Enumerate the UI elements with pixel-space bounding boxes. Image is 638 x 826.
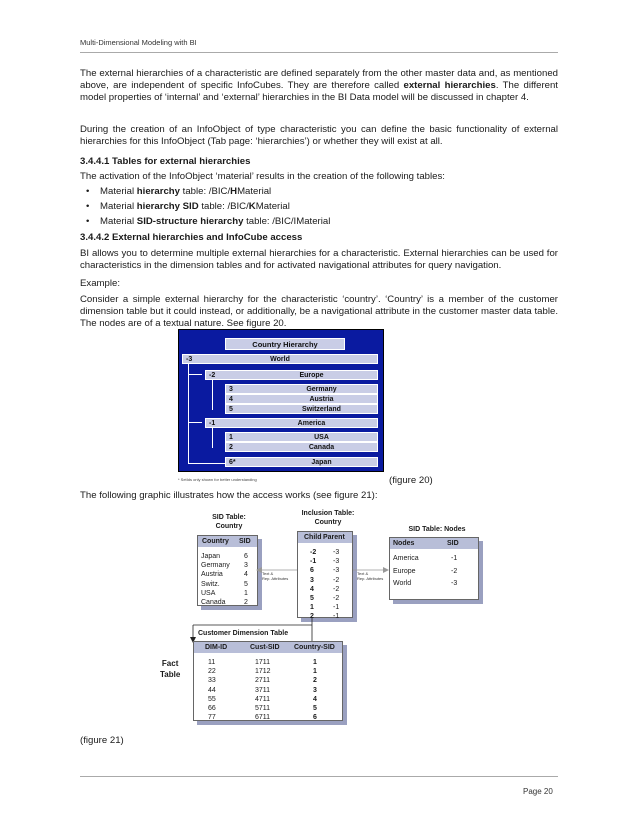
cell: -3 [333, 558, 340, 566]
hierarchy-title: Country Hierarchy [225, 338, 345, 350]
node-name: Germany [306, 386, 337, 393]
cell: 5 [244, 580, 248, 588]
figure-21-caption: (figure 21) [80, 735, 124, 746]
label-line: Text & [262, 571, 274, 576]
cell: 1 [313, 668, 317, 676]
label-line: Rep. Attributes [262, 576, 289, 581]
col-country-sid [313, 658, 317, 722]
cell: America [393, 555, 419, 562]
cell: 77 [208, 714, 216, 722]
paragraph-text: The following graphic illustrates how the access works (see figure 21): [80, 490, 378, 501]
cell: 4 [244, 571, 248, 579]
bullet-hierarchy-sid-table: • Material hierarchy SID table: /BIC/KMaterial [100, 201, 290, 213]
cell: Austria [201, 571, 223, 579]
cell: Europe [393, 567, 416, 575]
footer-rule [80, 776, 558, 777]
cell: -3 [333, 549, 340, 556]
cell: 1712 [255, 668, 271, 676]
bullet-hierarchy-table: • Material hierarchy table: /BIC/HMaterial [100, 186, 271, 198]
figure-20-caption: (figure 20) [389, 475, 433, 486]
cell: -3 [333, 567, 340, 575]
node-name: World [270, 356, 290, 363]
paragraph-external-hierarchies: The external hierarchies of a characteristic are defined separately from the other master data and, as mentioned above, are independent of specific InfoCubes. They are therefore called external hierarchies. The different model properties of ‘internal’ and ‘external’ hierarchies in the BI Data model will be discussed in chapter 4. [80, 68, 558, 103]
cell: 2711 [255, 677, 271, 685]
cell: 5 [313, 705, 317, 713]
paragraph-infoobject: During the creation of an InfoObject of type characteristic you can define the basic functionality of external hierarchies for this InfoObject (Tab page: ‘hierarchies’) or whether they will exist at all. [80, 124, 558, 147]
paragraph-example-label: Example: [80, 278, 120, 289]
page-number: Page 20 [523, 787, 553, 796]
cell: 6711 [255, 714, 271, 722]
cell: 33 [208, 677, 216, 685]
cell: 4711 [255, 695, 271, 703]
cell: 6 [310, 567, 314, 575]
col-dim-id [208, 658, 216, 722]
cell: 3711 [255, 686, 271, 694]
cell: -2 [451, 567, 458, 575]
cell: 6 [313, 714, 317, 722]
col-header-dim-id: DIM-ID [205, 644, 228, 651]
running-header: Multi-Dimensional Modeling with BI [80, 38, 197, 47]
cell: -1 [333, 604, 340, 612]
cell: -1 [451, 555, 458, 562]
cell: Germany [201, 562, 230, 570]
node-name: Japan [311, 459, 332, 466]
node-name: Europe [299, 372, 324, 379]
node-name: Canada [308, 444, 335, 451]
cell: 2 [313, 677, 317, 685]
col-header-country-sid: Country-SID [294, 644, 335, 651]
cell: 44 [208, 686, 216, 694]
heading-3-4-4-1: 3.4.4.1 Tables for external hierarchies [80, 156, 251, 167]
cell: -1 [310, 558, 317, 566]
paragraph-multiple-hierarchies: BI allows you to determine multiple external hierarchies for a characteristic. External hierarchies can be used for characteristics in the dimension tables and for activated navigational attributes for query navigation. [80, 248, 558, 271]
heading-3-4-4-2: 3.4.4.2 External hierarchies and InfoCube access [80, 232, 303, 243]
cell: Switz. [201, 580, 220, 588]
cell: 1711 [255, 659, 271, 666]
cell: -2 [333, 576, 340, 584]
node-name: USA [314, 434, 329, 441]
col-header-sid: SID [447, 540, 459, 547]
cell: -2 [333, 595, 340, 603]
cell: Canada [201, 599, 226, 607]
node-id: 6* [229, 459, 236, 466]
node-id: -3 [186, 356, 193, 363]
col-header-child: Child [304, 534, 322, 541]
right-arrow-label [357, 571, 383, 581]
cell: 5711 [255, 705, 271, 713]
arrowhead [383, 567, 389, 573]
node-id: 1 [229, 434, 233, 441]
cell: -2 [310, 549, 317, 556]
cell: 2 [310, 613, 314, 621]
cell: 5 [310, 595, 314, 603]
cell: 6 [244, 553, 248, 560]
cell: -3 [451, 580, 458, 587]
title-line: SID Table: [212, 514, 246, 521]
col-header-parent: Parent [323, 534, 345, 541]
bullet-sid-structure-table: • Material SID-structure hierarchy table: /BIC/IMaterial [100, 216, 330, 228]
node-name: America [297, 420, 326, 427]
sid-nodes-title: SID Table: Nodes [408, 526, 466, 533]
col-header-sid: SID [239, 538, 251, 545]
node-id: 2 [229, 444, 233, 451]
node-id: -2 [209, 372, 216, 379]
cell: 3 [310, 576, 314, 584]
figure-20-footnote: * SetIds only shown for better understanding [178, 477, 257, 482]
node-id: 3 [229, 386, 233, 393]
cell: 2 [244, 599, 248, 607]
left-arrow-label [262, 571, 288, 581]
col-header-nodes: Nodes [393, 540, 415, 547]
cell: 22 [208, 668, 216, 676]
col-cust-sid [255, 658, 271, 722]
paragraph-example: Consider a simple external hierarchy for the characteristic ‘country’. ‘Country’ is a member of the customer dimension table but it could instead, or additionally, be a navigational attribute in the customer master data table. The nodes are of a textual nature. See figure 20. [80, 294, 558, 329]
cell: 1 [310, 604, 314, 612]
customer-dimension-table [193, 641, 343, 721]
fact-table-label [160, 658, 180, 680]
cell: 4 [313, 695, 317, 703]
title-line: Inclusion Table: [301, 510, 355, 517]
node-id: 4 [229, 396, 233, 403]
cell: 3 [244, 562, 248, 570]
cell: 66 [208, 705, 216, 713]
label-line: Fact [161, 659, 179, 668]
node-name: Switzerland [302, 406, 341, 413]
title-line: Country [215, 523, 243, 530]
col-header-cust-sid: Cust-SID [250, 644, 280, 651]
cell: 3 [313, 686, 317, 694]
node-name: Austria [309, 396, 334, 403]
cell: 1 [244, 589, 248, 597]
paragraph-activation: The activation of the InfoObject ‘material’ results in the creation of the following tables: [80, 171, 445, 182]
cell: 4 [310, 585, 314, 593]
cell: -2 [333, 585, 340, 593]
cell: World [393, 580, 412, 587]
col-header-country: Country [202, 538, 229, 545]
dimension-table-title: Customer Dimension Table [198, 630, 289, 637]
cell: Japan [201, 553, 221, 560]
cell: 55 [208, 695, 216, 703]
cell: USA [201, 589, 216, 597]
title-line: Country [314, 519, 342, 526]
label-line: Text & [357, 571, 369, 576]
cell: 1 [313, 659, 317, 666]
label-line: Table [160, 670, 181, 679]
cell: -1 [333, 613, 340, 621]
cell: 11 [208, 659, 216, 666]
label-line: Rep. Attributes [357, 576, 384, 581]
node-id: -1 [209, 420, 216, 427]
node-id: 5 [229, 406, 233, 413]
